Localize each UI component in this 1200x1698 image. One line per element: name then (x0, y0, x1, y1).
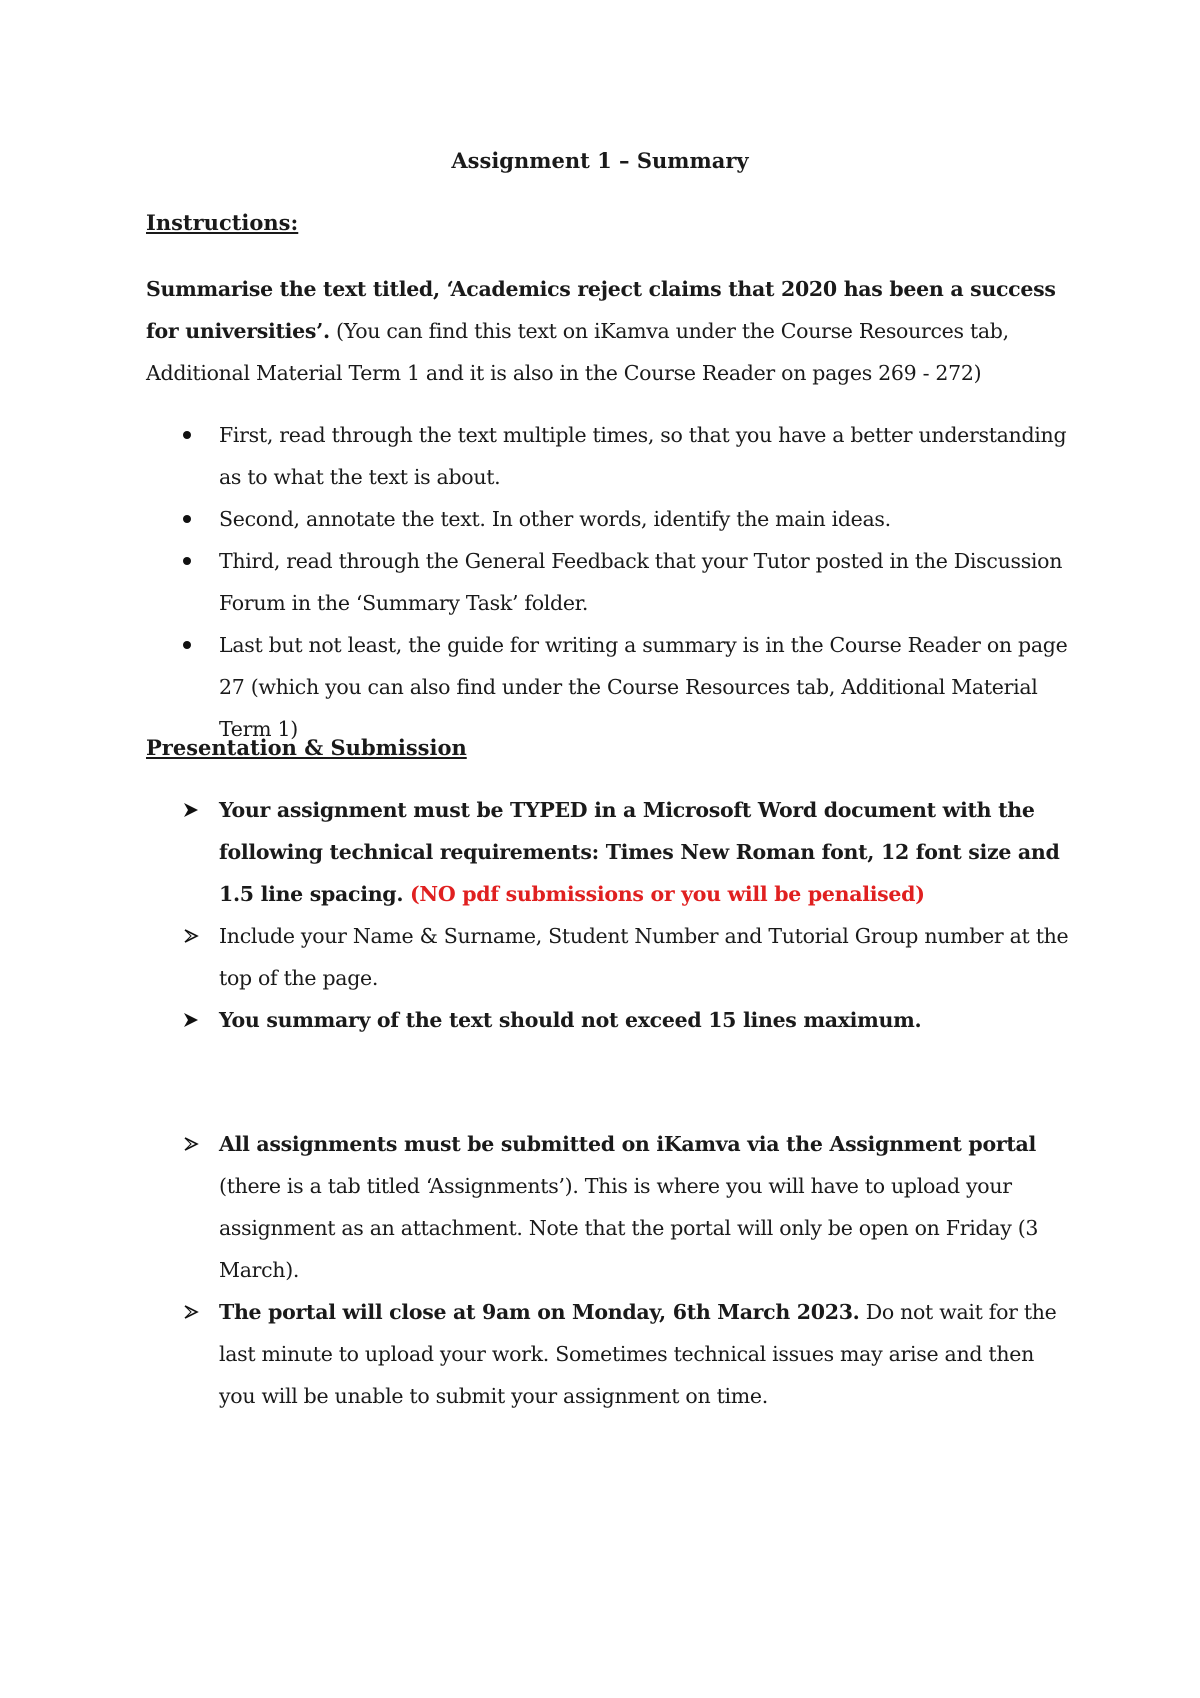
portal-deadline-bold: The portal will close at 9am on Monday, 6th March 2023. (219, 1300, 860, 1324)
portal-submission-bold: All assignments must be submitted on iKamva via the Assignment portal (219, 1132, 1036, 1156)
list-item (146, 789, 1076, 915)
bullet-icon (183, 557, 191, 565)
list-item (146, 624, 1076, 750)
submission-list (146, 1123, 1076, 1417)
portal-deadline-text: Do not wait for the last minute to upload your work. Sometimes technical issues may arise and then you will be unable to submit your assignment on time. (219, 1300, 1057, 1408)
include-details-text: Include your Name & Surname, Student Number and Tutorial Group number at the top of the page. (219, 924, 1069, 990)
arrowhead-bullet-icon (182, 1135, 200, 1153)
presentation-list (146, 789, 1076, 1041)
arrowhead-bullet-icon (182, 801, 200, 819)
bullet-icon (183, 431, 191, 439)
list-item-text: Last but not least, the guide for writing a summary is in the Course Reader on page 27 (which you can also find under the Course Resources tab, Additional Material Term 1) (219, 633, 1068, 741)
presentation-heading: Presentation & Submission (146, 735, 467, 760)
document-title: Assignment 1 – Summary (451, 148, 749, 173)
line-limit-text: You summary of the text should not exceed 15 lines maximum. (219, 1008, 922, 1032)
list-item (146, 540, 1076, 624)
instructions-heading: Instructions: (146, 210, 299, 235)
list-item (146, 999, 1076, 1041)
bullet-icon (183, 641, 191, 649)
list-item (146, 1291, 1076, 1417)
intro-bold-text: Summarise the text titled, ‘Academics reject claims that 2020 has been a success for universities’. (146, 277, 1056, 343)
list-item-text: Second, annotate the text. In other words, identify the main ideas. (219, 507, 891, 531)
instructions-intro (146, 268, 1066, 394)
list-item-text: Third, read through the General Feedback that your Tutor posted in the Discussion Forum in the ‘Summary Task’ folder. (219, 549, 1063, 615)
bullet-icon (183, 515, 191, 523)
instructions-bullet-list (146, 414, 1076, 750)
intro-regular-text: (You can find this text on iKamva under the Course Resources tab, Additional Material Term 1 and it is also in the Course Reader on pages 269 - 272) (146, 319, 1009, 385)
arrowhead-bullet-icon (182, 1303, 200, 1321)
arrowhead-bullet-icon (182, 927, 200, 945)
list-item (146, 1123, 1076, 1291)
list-item (146, 915, 1076, 999)
pdf-warning-text: (NO pdf submissions or you will be penalised) (403, 882, 925, 906)
list-item (146, 498, 1076, 540)
arrowhead-bullet-icon (182, 1011, 200, 1029)
list-item-text: First, read through the text multiple times, so that you have a better understanding as to what the text is about. (219, 423, 1067, 489)
portal-submission-text: (there is a tab titled ‘Assignments’). This is where you will have to upload your assignment as an attachment. Note that the portal will only be open on Friday (3 March). (219, 1174, 1039, 1282)
list-item (146, 414, 1076, 498)
typed-requirement-text: Your assignment must be TYPED in a Microsoft Word document with the following technical requirements: Times New Roman font, 12 font size and 1.5 line spacing. (219, 798, 1060, 906)
